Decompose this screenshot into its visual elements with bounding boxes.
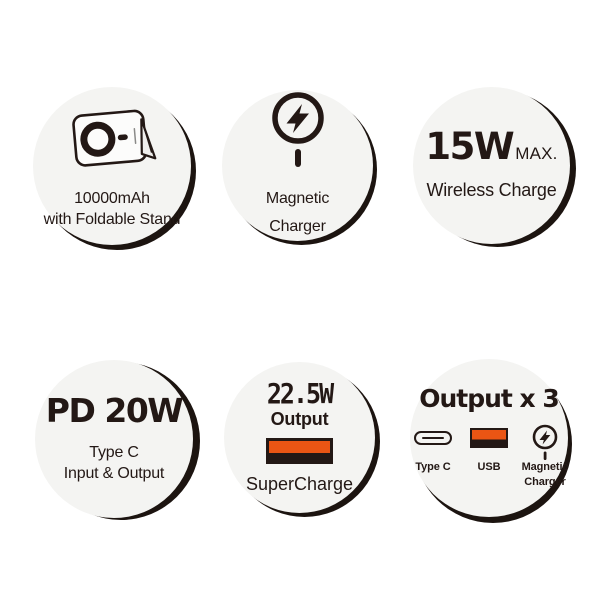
outputs-title: Output x 3 xyxy=(419,384,559,414)
supercharge-output-label: Output xyxy=(270,408,329,429)
pd-title: PD 20W xyxy=(45,390,183,430)
type-c-port-icon xyxy=(414,431,452,445)
wireless-max-suffix: MAX. xyxy=(515,144,558,164)
port-usb xyxy=(468,425,510,475)
wireless-wattage: 15W xyxy=(425,125,514,169)
wireless-caption: Wireless Charge xyxy=(426,180,557,201)
port-type-c xyxy=(412,425,454,475)
pd-line1: Type C xyxy=(89,443,139,461)
pd-line2: Input & Output xyxy=(63,465,165,482)
powerbank-with-stand-icon xyxy=(60,102,164,178)
badge-supercharge xyxy=(224,362,375,513)
magnetic-line2: Charger xyxy=(269,217,326,235)
magnetic-line1: Magnetic xyxy=(265,189,330,207)
badge-capacity xyxy=(33,87,191,245)
ports-row xyxy=(412,425,569,490)
supercharge-caption: SuperCharge xyxy=(245,473,354,494)
supercharge-wattage: 22.5W xyxy=(266,376,333,410)
badge-wireless-charge xyxy=(413,87,570,244)
port-type-c-label: Type C xyxy=(415,461,451,474)
capacity-line1: 10000mAh xyxy=(74,189,150,207)
usb-a-port-icon xyxy=(266,438,333,464)
wireless-wattage-row xyxy=(425,125,558,169)
badge-outputs xyxy=(410,359,568,517)
port-magnetic-label: Magnetic Charger xyxy=(521,461,569,488)
capacity-line2: with Foldable Stand xyxy=(43,211,181,228)
port-magnetic xyxy=(521,425,569,490)
badge-magnetic-charger xyxy=(222,90,373,241)
badge-pd xyxy=(35,360,193,518)
port-usb-label: USB xyxy=(477,461,501,474)
usb-a-port-icon xyxy=(470,428,508,448)
magnetic-charger-bolt-icon xyxy=(266,91,330,175)
